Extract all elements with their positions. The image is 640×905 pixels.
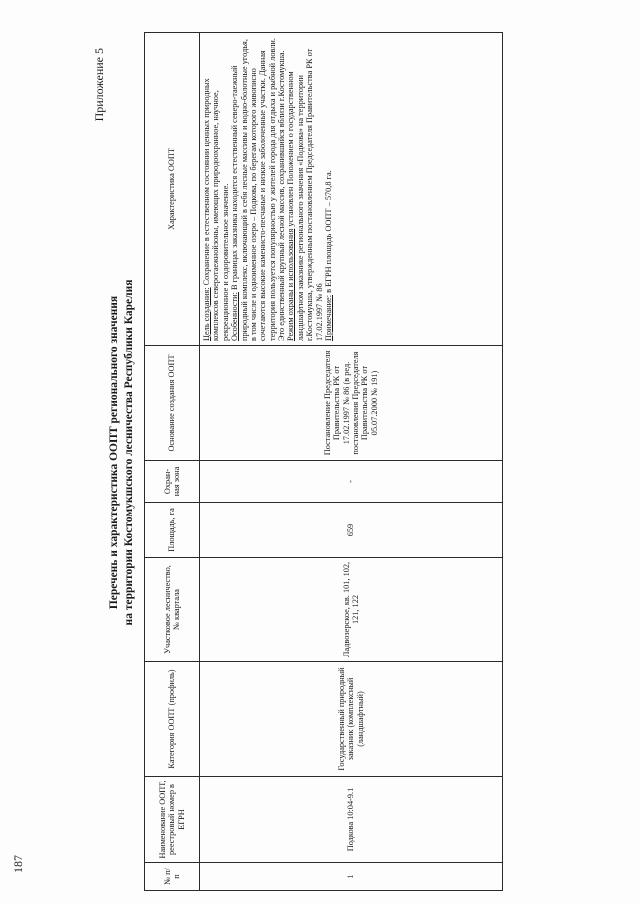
table-row bbox=[200, 33, 503, 891]
header-num: № п/п bbox=[145, 863, 200, 891]
header-area-location: Участковое лесничество, № квартала bbox=[145, 558, 200, 662]
cell-size: 659 bbox=[200, 503, 503, 558]
appendix-label: Приложение 5 bbox=[92, 48, 106, 122]
header-size: Площадь, га bbox=[145, 503, 200, 558]
features-text: В границах заказника находится естественный северо-таежный природный комплекс, включающий в себя лесные массивы и водно-болотные угодья, в том числе и одноименное озеро – Подкова, по берегам которого живописно сочетаются высокие каменисто-песчаные и низкие заболоченные участки. Данная территория пользуется популярностью у жителей города для отдыха и рыбной ловли. Это единственный крупный лесной массив, сохранившийся вблизи г.Костомукша. bbox=[230, 38, 286, 341]
cell-basis: Постановление Председателя Правительства РК от 17.02.1997 № 86 (в ред. постановления Председателя Правительства РК от 05.07.2000 № 191) bbox=[200, 346, 503, 461]
description-regime bbox=[286, 37, 324, 341]
cell-description bbox=[200, 33, 503, 346]
description-goal bbox=[202, 37, 230, 341]
table-header-row bbox=[145, 33, 200, 891]
cell-buffer-zone: - bbox=[200, 461, 503, 503]
cell-num: 1 bbox=[200, 863, 503, 891]
cell-area-location: Ладвозерское, кв. 101, 102, 121, 122 bbox=[200, 558, 503, 662]
header-buffer-zone: Охран-ная зона bbox=[145, 461, 200, 503]
header-basis: Основание создания ООПТ bbox=[145, 346, 200, 461]
goal-text: Сохранение в естественном состоянии ценных природных комплексов северотаежнойзоны, имеющих природоохранное, научное, рекреационное и оздоровительное значение. bbox=[202, 78, 230, 341]
document-title-line2: на территории Костомукшского лесничества Республики Карелия bbox=[123, 279, 135, 626]
cell-name: Подкова 10:04-9.1 bbox=[200, 777, 503, 863]
header-category: Категория ООПТ (профиль) bbox=[145, 662, 200, 777]
features-label: Особенности: bbox=[230, 292, 240, 341]
header-name: Наименование ООПТ, реестровый номер в ЕГРН bbox=[145, 777, 200, 863]
page-number: 187 bbox=[11, 855, 25, 873]
regime-text: установлен Положением о государственном ландшафтном заказнике регионального значения «Подкова» на территории г.Костомукша, утвержденным постановлением Председателя Правительства РК от 17.02.1997 № 86 bbox=[286, 48, 324, 341]
description-features bbox=[230, 37, 286, 341]
description-note bbox=[324, 37, 333, 341]
regime-label: Режим охраны и использования bbox=[286, 228, 296, 341]
note-text: в ЕГРН площадь ООПТ – 570,8 га. bbox=[323, 170, 333, 295]
oopt-table bbox=[144, 32, 503, 891]
goal-label: Цель создания: bbox=[202, 287, 211, 341]
header-description: Характеристика ООПТ bbox=[145, 33, 200, 346]
cell-category: Государственный природный заказник (комплексный (ландшафтный) bbox=[200, 662, 503, 777]
note-label: Примечание: bbox=[323, 294, 333, 341]
document-title-line1: Перечень и характеристика ООПТ регионального значения bbox=[108, 295, 120, 610]
